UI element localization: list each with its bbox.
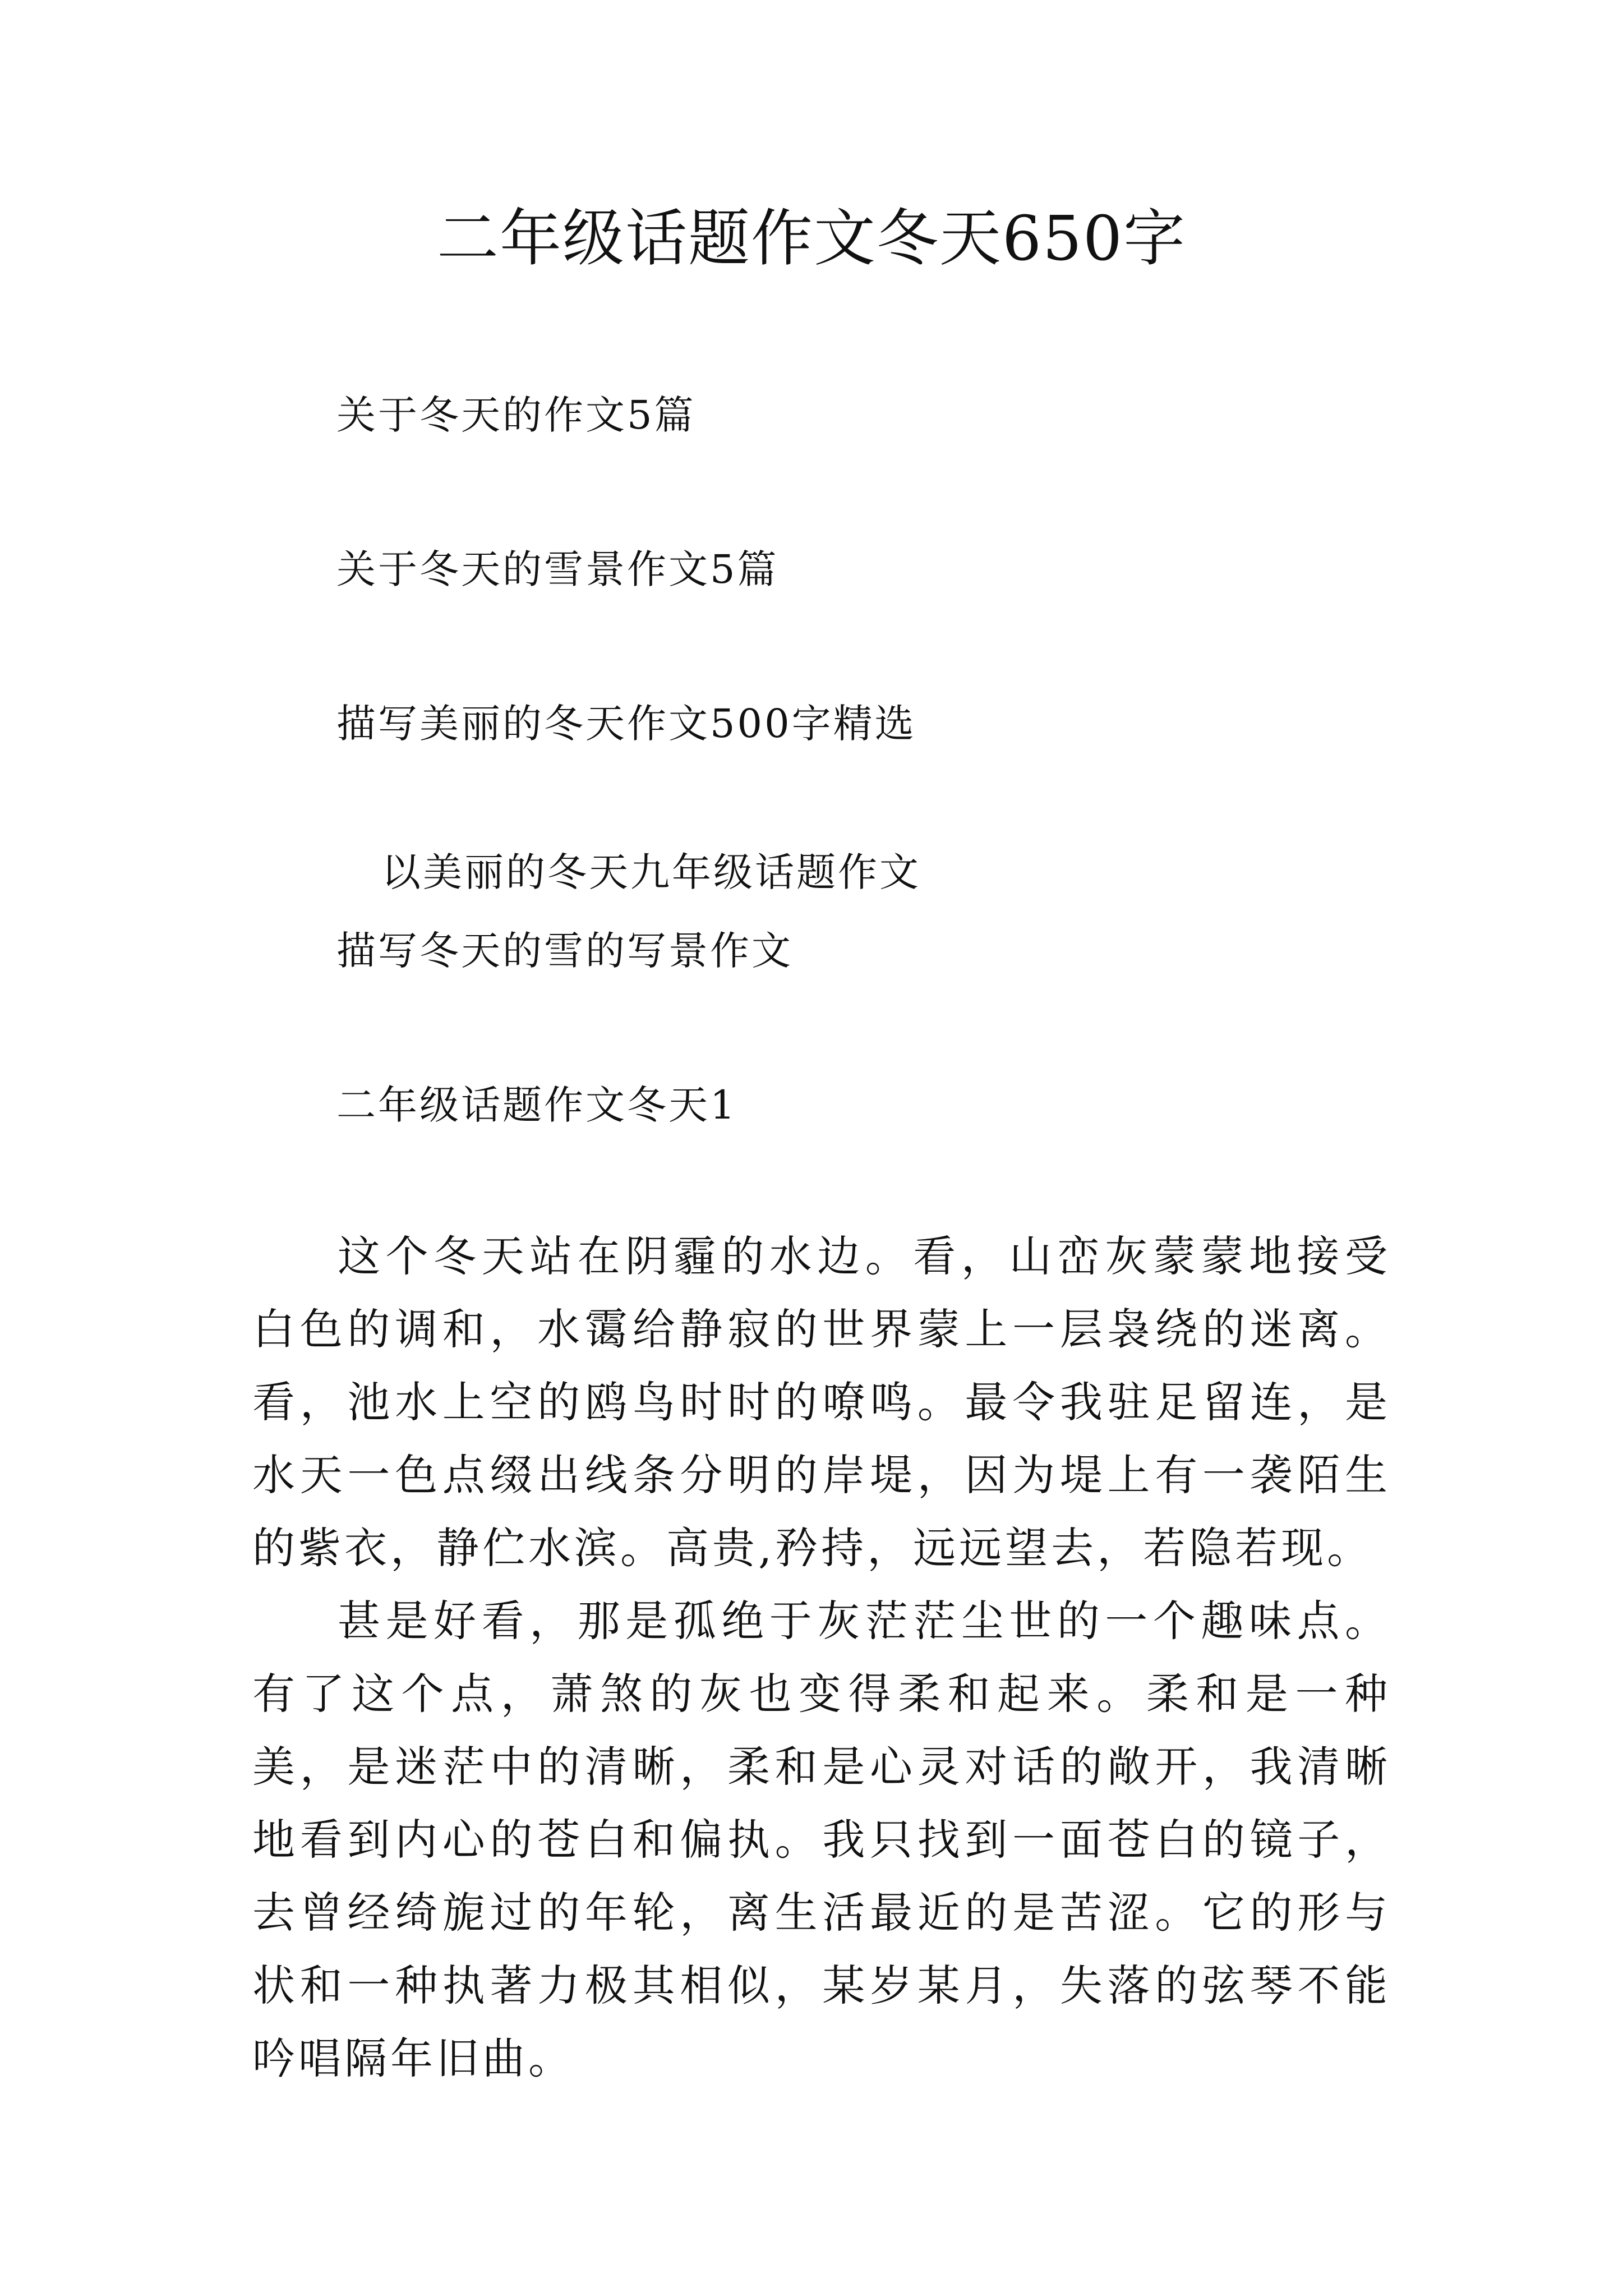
- related-article-link[interactable]: 关于冬天的雪景作文5篇: [336, 546, 779, 592]
- body-paragraph: 这个冬天站在阴霾的水边。看，山峦灰蒙蒙地接受白色的调和，水霭给静寂的世界蒙上一层袅绕的迷离。看，池水上空的鸥鸟时时的嘹鸣。最令我驻足留连，是水天一色点缀出线条分明的岸堤，因为堤上有一袭陌生的紫衣，静伫水滨。高贵,矜持，远远望去，若隐若现。: [252, 1231, 1391, 1573]
- related-article-link[interactable]: 描写冬天的雪的写景作文: [336, 928, 793, 974]
- section-heading: 二年级话题作文冬天1: [336, 1082, 737, 1128]
- related-article-link[interactable]: 以美丽的冬天九年级话题作文: [381, 849, 921, 895]
- related-article-link[interactable]: 描写美丽的冬天作文500字精选: [336, 701, 916, 747]
- document-title: 二年级话题作文冬天650字: [437, 203, 1186, 274]
- related-article-link[interactable]: 关于冬天的作文5篇: [336, 392, 696, 438]
- body-paragraph: 甚是好看，那是孤绝于灰茫茫尘世的一个趣味点。有了这个点，萧煞的灰也变得柔和起来。柔和是一种美，是迷茫中的清晰，柔和是心灵对话的敞开，我清晰地看到内心的苍白和偏执。我只找到一面苍白的镜子，去曾经绮旎过的年轮，离生活最近的是苦涩。它的形与状和一种执著力极其相似，某岁某月，失落的弦琴不能吟唱隔年旧曲。: [252, 1596, 1391, 2083]
